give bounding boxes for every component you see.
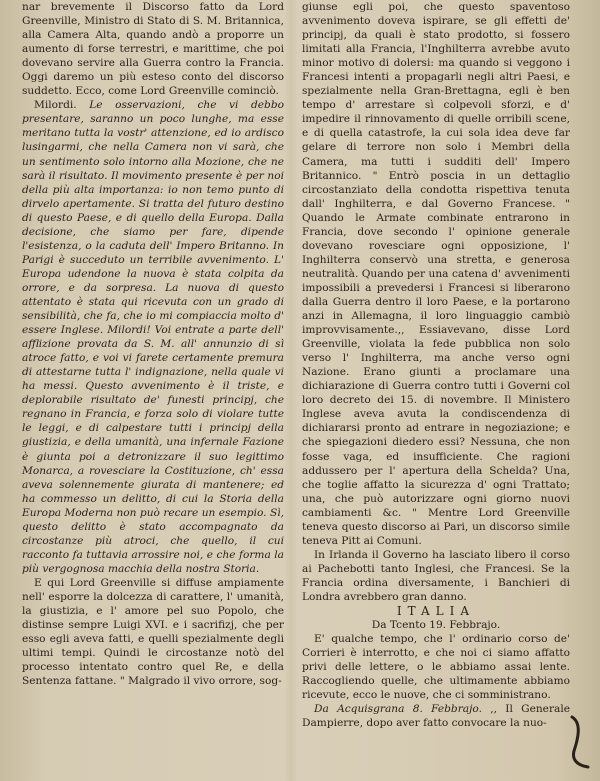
left-column	[22, 0, 284, 688]
paragraph-continuation: giunse egli poi, che questo spaventoso avvenimento doveva ispirare, se gli effetti de' principj, da quali è stato prodotto, si fossero limitati alla Francia, l'Inghilterra avrebbe avuto minor motivo di dolersi: ma quando si veggono i Francesi intenti a propagarli negli altri Paesi, e spezialmente nella Gran-Brettagna, egli è ben tempo d' arrestare sì colpevoli sforzi, e d' impedire il rinnovamento di quelle orribili scene, e di quella catastrofe, la cui sola idea deve far gelare di terrore non solo i Membri della Camera, ma tutti i sudditi dell' Impero Britannico. " Entrò poscia in un dettaglio circostanziato della condotta rispettiva tenuta dall' Inghilterra, e dal Governo Francese. " Quando le Armate combinate entrarono in Francia, dove secondo l' opinione generale dovevano rovesciare ogni opposizione, l' Inghilterra conservò una stretta, e generosa neutralità. Quando per una catena d' avvenimenti impossibili a prevedersi i Francesi si liberarono dalla Guerra dentro il loro Paese, e la portarono anzi in Allemagna, il loro linguaggio cambiò improvvisamente.,, Essiavevano, disse Lord Greenville, violata la fede pubblica non solo verso l' Inghilterra, ma anche verso ogni Nazione. Erano giunti a proclamare una dichiarazione di Guerra contro tutti i Governi col loro decreto dei 15. di novembre. Il Ministero Inglese aveva avuta la condiscendenza di dichiararsi pronto ad entrare in negoziazione; e che spiegazioni diedero essi? Nessuna, che non fosse vaga, ed insufficiente. Che ragioni addussero per l' apertura della Schelda? Una, che toglie affatto la sicurezza d' ogni Trattato; una, che può autorizzare ogni giorno nuovi cambiamenti &c. " Mentre Lord Greenville teneva questo discorso ai Pari, un discorso simile teneva Pitt ai Comuni.	[302, 1, 570, 547]
paragraph-intro: nar brevemente il Discorso fatto da Lord Greenville, Ministro di Stato di S. M. Britannica, alla Camera Alta, quando andò a proporre un aumento di forse terrestri, e marittime, che poi dovevano servire alla Guerra contro la Francia. Oggi daremo un più esteso conto del discorso suddetto. Ecco, come Lord Greenville cominciò.	[22, 1, 284, 98]
paragraph-greenville: E qui Lord Greenville si diffuse ampiamente nell' esporre la dolcezza di carattere, l' umanità, la giustizia, e l' amore pel suo Popolo, che distinse sempre Luigi XVI. e i sacrifizj, che per esso egli aveva fatti, e quelli spezialmente degli ultimi tempi. Quindi le circostanze notò del processo intentato contro quel Re, e della Sentenza fattane. " Malgrado il vivo orrore, sog-	[22, 576, 284, 688]
paragraph-italia: E' qualche tempo, che l' ordinario corso de' Corrieri è interrotto, e che noi ci siamo affatto privi delle lettere, o le abbiamo assai lente. Raccogliendo quelle, che ultimamente abbiamo ricevute, ecco le nuove, che ci somministrano.	[302, 633, 570, 702]
paragraph-acquisgrana	[302, 702, 570, 730]
speech-lead: Milordi.	[34, 99, 77, 112]
speech-text: Le osservazioni, che vi debbo presentare, saranno un poco lunghe, ma esse meritano tutta la vostr' attenzione, ed io ardisco lusingarmi, che nella Camera non vi sarà, che un sentimento solo intorno alla Mozione, che ne sarà il risultato. Il movimento presente è per noi della più alta importanza: io non temo punto di dirvelo apertamente. Si tratta del futuro destino di questo Paese, e di quello della Europa. Dalla decisione, che siamo per fare, dipende l'esistenza, o la caduta dell' Impero Britanno. In Parigi è succeduto un terribile avvenimento. L' Europa udendone la nuova è stata colpita da orrore, e da sorpresa. La nuova di questo attentato è stata qui ricevuta con un grado di sensibilità, che fa, che io mi compiaccia molto d' essere Inglese. Milordi! Voi entrate a parte dell' afflizione provata da S. M. all' annunzio di sì atroce fatto, e voi vi farete certamente premura di attestarne tutta l' indignazione, nella quale vi ha messi. Questo avvenimento è il triste, e deplorabile risultato de' funesti principj, che regnano in Francia, e forza solo di violare tutte le leggi, e di calpestare tutti i principj della giustizia, e della umanità, una infernale Fazione è giunta poi a detronizzare il suo legittimo Monarca, a rovesciare la Costituzione, ch' essa aveva solennemente giurata di mantenere; ed ha commesso un delitto, di cui la Storia della Europa Moderna non può recare un esempio. Sì, questo delitto è stato accompagnato da circostanze più atroci, che quello, il cui racconto fa tuttavia arrossire noi, e che forma la più vergognosa macchia della nostra Storia.	[22, 99, 284, 575]
handwritten-mark	[564, 713, 594, 773]
paragraph-speech	[22, 98, 284, 576]
acquisgrana-text: ,, Il Generale Dampierre, dopo aver fatto convocare la nuo-	[302, 703, 570, 730]
acquisgrana-dateline: Da Acquisgrana 8. Febbrajo.	[314, 703, 482, 716]
gutter-shadow	[285, 0, 297, 781]
paragraph-irlanda: In Irlanda il Governo ha lasciato libero il corso ai Pachebotti tanto Inglesi, che Francesi. Se la Francia ordina diversamente, i Banchieri di Londra avrebbero gran danno.	[302, 548, 570, 603]
dateline: Da Tcento 19. Febbrajo.	[371, 619, 501, 632]
right-column	[302, 0, 570, 730]
section-heading: ITALIA	[396, 604, 476, 619]
